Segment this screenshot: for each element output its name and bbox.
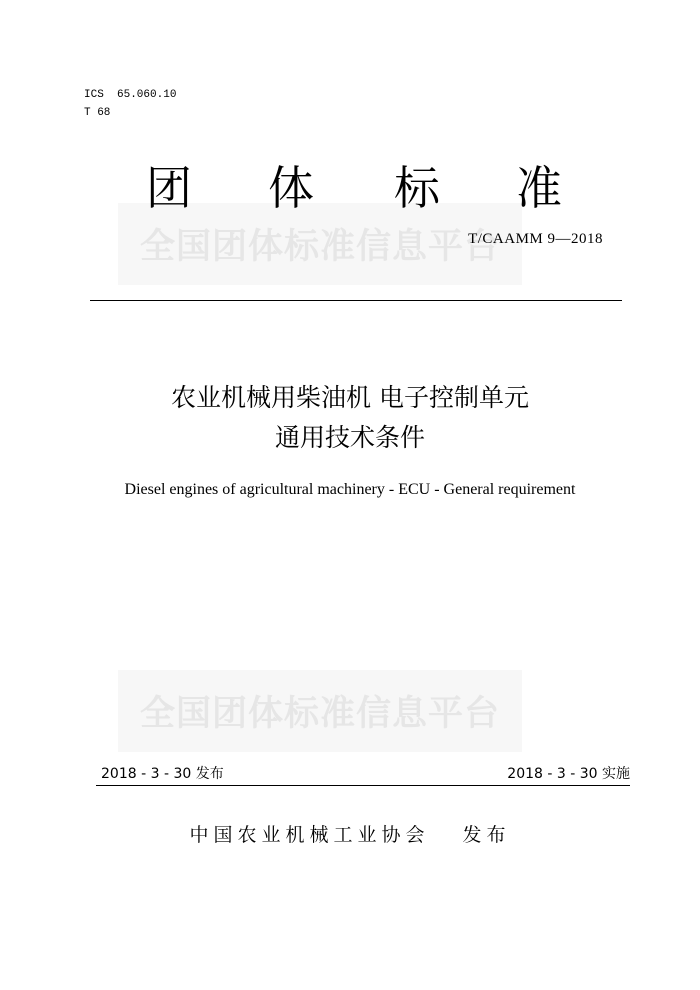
classification-block (84, 86, 176, 122)
standard-type-title (110, 158, 590, 218)
watermark-text: 全国团体标准信息平台 (139, 227, 500, 267)
standard-number: T/CAAMM 9—2018 (468, 231, 603, 247)
publish-date: 2018 - 3 - 30 发布 (101, 766, 224, 782)
footer-divider (96, 785, 630, 786)
title-char-4: 准 (516, 161, 562, 215)
english-title: Diesel engines of agricultural machinery - ECU - General requirement (124, 481, 576, 498)
title-char-3: 标 (394, 161, 440, 215)
header-divider (90, 300, 622, 301)
publisher: 中国农业机械工业协会 发布 (189, 824, 511, 846)
title-char-2: 体 (268, 161, 314, 215)
chinese-title-line-1: 农业机械用柴油机 电子控制单元 (171, 383, 529, 412)
ics-code: ICS 65.060.10 (84, 89, 177, 101)
watermark-text: 全国团体标准信息平台 (139, 694, 500, 734)
ccs-code: T 68 (84, 107, 111, 119)
implement-date: 2018 - 3 - 30 实施 (507, 766, 630, 782)
watermark-bottom (118, 670, 522, 752)
chinese-title-line-2: 通用技术条件 (274, 423, 425, 452)
title-char-1: 团 (146, 161, 192, 215)
